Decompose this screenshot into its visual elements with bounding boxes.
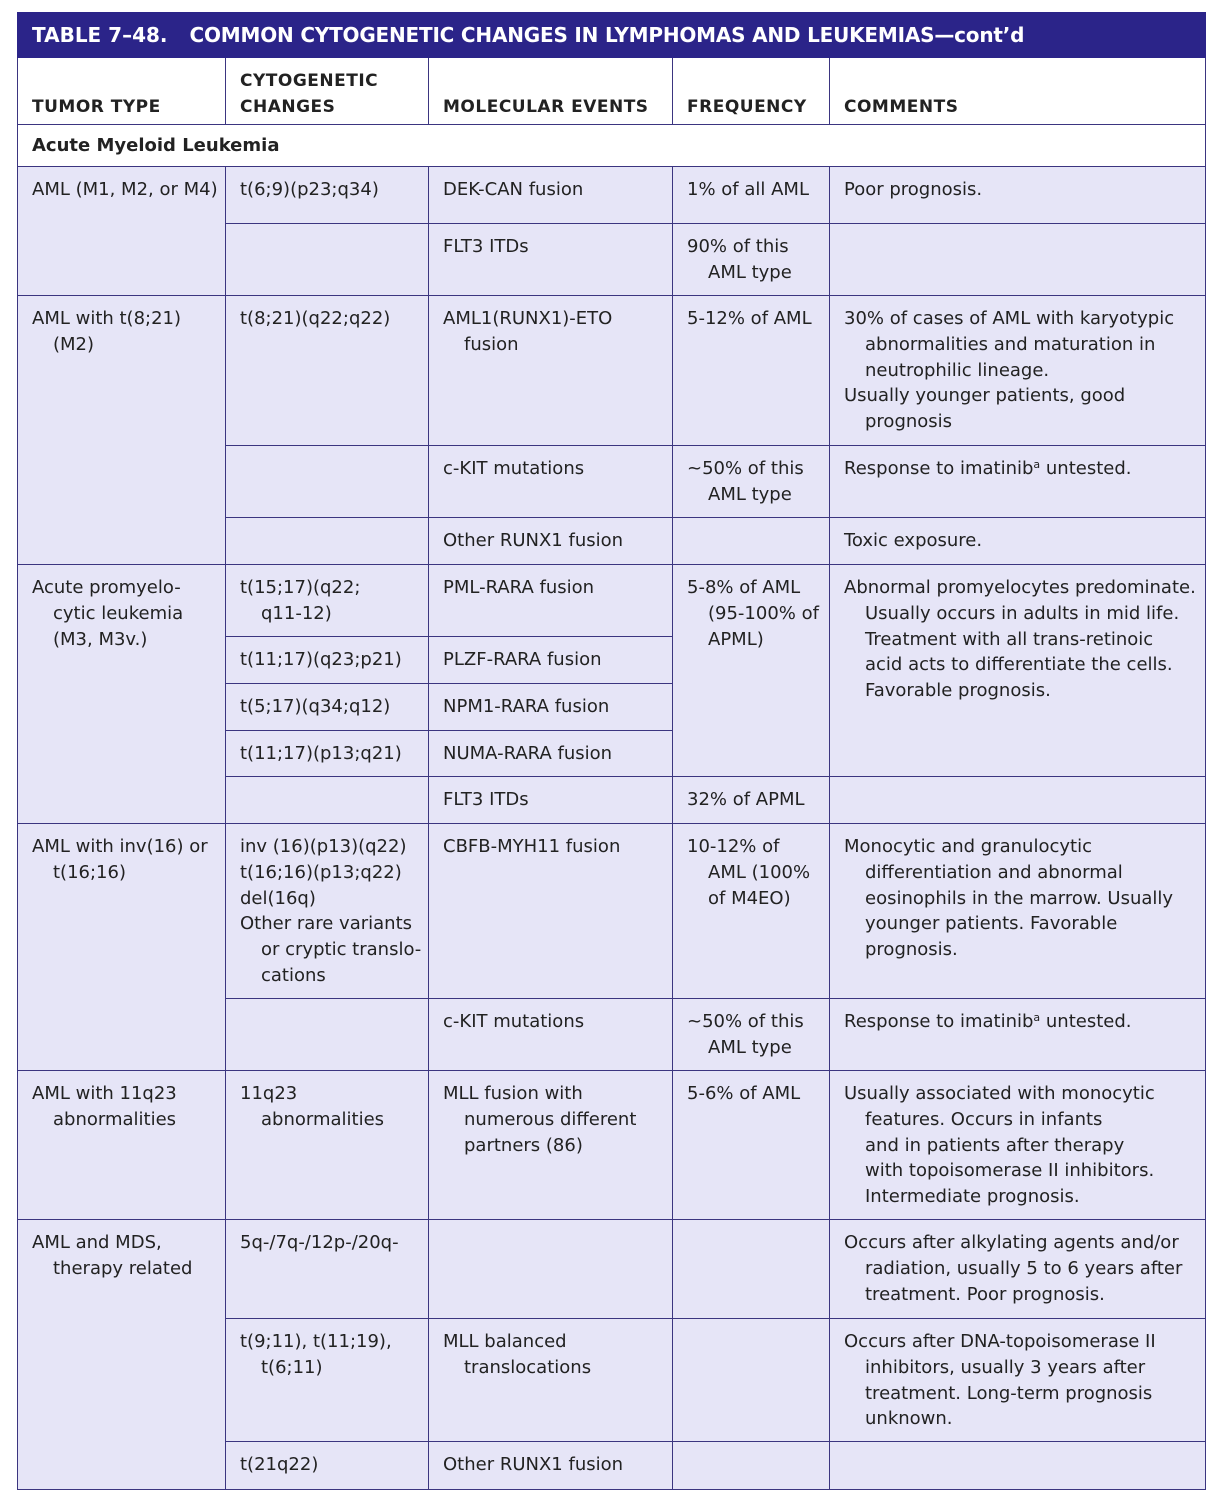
- cell-line: AML (M1, M2, or M4): [32, 179, 218, 200]
- cell-cytogenetic: [226, 1071, 429, 1220]
- cell-line: 5q-/7q-/12p-/20q-: [240, 1232, 399, 1253]
- cell-line: abnormalities: [261, 1108, 385, 1130]
- cell-line: ~50% of this: [687, 1011, 804, 1032]
- footnote-marker: a: [1033, 458, 1041, 471]
- cell-line: 1% of all AML: [687, 179, 809, 200]
- header-label: TUMOR TYPE: [32, 97, 161, 117]
- cell-line: q11-12): [261, 602, 332, 624]
- cell-line: Toxic exposure.: [844, 530, 983, 551]
- cell-line: differentiation and abnormal: [865, 861, 1123, 883]
- header-label: FREQUENCY: [687, 97, 807, 117]
- cell-comments: [830, 518, 1206, 565]
- cell-line: inhibitors, usually 3 years after: [865, 1356, 1146, 1378]
- cell-line: Usually associated with monocytic: [844, 1083, 1155, 1104]
- cell-line: AML with t(8;21): [32, 308, 182, 329]
- cell-cytogenetic: [226, 999, 429, 1071]
- cell-frequency: [673, 1220, 830, 1319]
- cell-line: Response to imatinib$^a$ untested.: [844, 458, 1132, 479]
- footnote-marker: a: [1033, 1011, 1041, 1024]
- cell-line: cations: [261, 964, 326, 986]
- cell-line: treatment. Long-term prognosis: [865, 1382, 1153, 1404]
- cell-cytogenetic: [226, 1220, 429, 1319]
- cell-line: unknown.: [865, 1408, 953, 1430]
- cell-line: CBFB-MYH11 fusion: [443, 836, 621, 857]
- cell-frequency: [673, 1442, 830, 1490]
- cell-comments: [830, 1442, 1206, 1490]
- cell-comments: [830, 1071, 1206, 1220]
- cell-line: inv (16)(p13)(q22): [240, 836, 407, 857]
- cell-line: NPM1-RARA fusion: [443, 696, 610, 717]
- cell-tumor-type: [17, 565, 226, 824]
- cell-cytogenetic: [226, 684, 429, 731]
- cell-line: Occurs after alkylating agents and/or: [844, 1232, 1179, 1253]
- cell-line: Usually occurs in adults in mid life.: [865, 602, 1180, 624]
- cell-molecular: [429, 777, 673, 824]
- cell-line: abnormalities and maturation in: [865, 333, 1156, 355]
- cell-line: Response to imatinib$^a$ untested.: [844, 1011, 1132, 1032]
- cell-line: (95-100% of: [708, 602, 819, 624]
- header-label: CHANGES: [240, 97, 336, 117]
- cell-line: Monocytic and granulocytic: [844, 836, 1092, 857]
- cell-line: AML with inv(16) or: [32, 836, 208, 857]
- cell-line: younger patients. Favorable: [865, 913, 1118, 935]
- cell-line: del(16q): [240, 887, 316, 909]
- cell-molecular: [429, 1071, 673, 1220]
- header-label: CYTOGENETIC: [240, 71, 379, 91]
- cell-cytogenetic: [226, 446, 429, 518]
- cell-line: t(9;11), t(11;19),: [240, 1331, 392, 1352]
- cytogenetics-table: [17, 58, 1206, 1490]
- cell-line: 90% of this: [687, 236, 789, 257]
- cell-comments: [830, 777, 1206, 824]
- cell-line: neutrophilic lineage.: [865, 359, 1050, 381]
- cell-line: translocations: [464, 1356, 592, 1378]
- cell-cytogenetic: [226, 224, 429, 296]
- cell-line: abnormalities: [53, 1108, 177, 1130]
- cell-comments: [830, 999, 1206, 1071]
- cell-cytogenetic: [226, 637, 429, 684]
- cell-line: t(16;16): [53, 861, 126, 883]
- cell-line: 32% of APML: [687, 789, 805, 810]
- cell-line: t(21q22): [240, 1454, 319, 1475]
- cell-line: c-KIT mutations: [443, 1011, 585, 1032]
- cell-line: fusion: [464, 333, 519, 355]
- cell-line: prognosis.: [865, 939, 958, 961]
- cell-line: AML type: [708, 483, 792, 505]
- cell-line: 11q23: [240, 1083, 298, 1104]
- cell-molecular: [429, 684, 673, 731]
- cell-line: AML1(RUNX1)-ETO: [443, 308, 613, 329]
- cell-line: t(15;17)(q22;: [240, 577, 361, 598]
- cell-molecular: [429, 1442, 673, 1490]
- cell-comments: [830, 565, 1206, 777]
- cell-line: with topoisomerase II inhibitors.: [865, 1160, 1155, 1182]
- cell-frequency: [673, 1319, 830, 1442]
- cell-molecular: [429, 1220, 673, 1319]
- cell-frequency: [673, 999, 830, 1071]
- cell-line: 5-12% of AML: [687, 308, 812, 329]
- cell-cytogenetic: [226, 565, 429, 637]
- cell-line: NUMA-RARA fusion: [443, 743, 613, 764]
- cell-frequency: [673, 565, 830, 777]
- cell-line: 5-6% of AML: [687, 1083, 801, 1104]
- cell-line: PML-RARA fusion: [443, 577, 595, 598]
- cell-tumor-type: [17, 296, 226, 565]
- cell-molecular: [429, 1319, 673, 1442]
- cell-comments: [830, 1319, 1206, 1442]
- cell-comments: [830, 296, 1206, 446]
- header-molecular-events: [429, 58, 673, 125]
- cell-line: or cryptic translo-: [261, 939, 422, 961]
- cell-line: cytic leukemia: [53, 602, 184, 624]
- cell-line: t(6;11): [261, 1356, 323, 1378]
- cell-cytogenetic: [226, 518, 429, 565]
- cell-comments: [830, 824, 1206, 999]
- cell-cytogenetic: [226, 824, 429, 999]
- cell-line: (M3, M3v.): [53, 628, 148, 650]
- cell-molecular: [429, 518, 673, 565]
- cell-molecular: [429, 296, 673, 446]
- cell-cytogenetic: [226, 167, 429, 224]
- header-comments: [830, 58, 1206, 125]
- cell-frequency: [673, 446, 830, 518]
- cell-line: 10-12% of: [687, 836, 780, 857]
- cell-line: t(5;17)(q34;q12): [240, 696, 391, 717]
- cell-line: Occurs after DNA-topoisomerase II: [844, 1331, 1156, 1352]
- cell-line: AML type: [708, 1036, 792, 1058]
- cell-line: therapy related: [53, 1257, 193, 1279]
- cell-line: APML): [708, 628, 764, 650]
- cell-line: Poor prognosis.: [844, 179, 983, 200]
- cell-line: MLL fusion with: [443, 1083, 583, 1104]
- cell-line: ~50% of this: [687, 458, 804, 479]
- cell-comments: [830, 224, 1206, 296]
- cell-line: Abnormal promyelocytes predominate.: [844, 577, 1196, 598]
- cell-line: features. Occurs in infants: [865, 1108, 1103, 1130]
- cell-line: eosinophils in the marrow. Usually: [865, 887, 1174, 909]
- cell-frequency: [673, 224, 830, 296]
- cell-frequency: [673, 824, 830, 999]
- cell-cytogenetic: [226, 296, 429, 446]
- cell-tumor-type: [17, 167, 226, 296]
- cell-line: prognosis: [865, 411, 953, 433]
- header-frequency: [673, 58, 830, 125]
- cell-line: partners (86): [464, 1134, 583, 1156]
- cell-line: 5-8% of AML: [687, 577, 801, 598]
- cell-molecular: [429, 446, 673, 518]
- header-cytogenetic-changes: [226, 58, 429, 125]
- cell-line: c-KIT mutations: [443, 458, 585, 479]
- table-title: [17, 12, 1206, 58]
- header-label: COMMENTS: [844, 97, 959, 117]
- cell-line: t(11;17)(p13;q21): [240, 743, 402, 764]
- cell-cytogenetic: [226, 777, 429, 824]
- cell-line: Other rare variants: [240, 913, 413, 935]
- cell-molecular: [429, 824, 673, 999]
- cell-line: Intermediate prognosis.: [865, 1186, 1080, 1208]
- cell-line: AML with 11q23: [32, 1083, 177, 1104]
- cell-line: AML type: [708, 261, 792, 283]
- cell-line: Favorable prognosis.: [865, 680, 1051, 702]
- cell-line: t(8;21)(q22;q22): [240, 308, 391, 329]
- cell-line: 30% of cases of AML with karyotypic: [844, 308, 1175, 329]
- cell-line: acid acts to differentiate the cells.: [865, 654, 1173, 676]
- cell-comments: [830, 446, 1206, 518]
- cell-line: Usually younger patients, good: [844, 385, 1126, 407]
- cell-line: and in patients after therapy: [865, 1134, 1125, 1156]
- cell-molecular: [429, 731, 673, 777]
- cell-molecular: [429, 637, 673, 684]
- cell-molecular: [429, 999, 673, 1071]
- cell-line: t(6;9)(p23;q34): [240, 179, 379, 200]
- header-label: MOLECULAR EVENTS: [443, 97, 649, 117]
- cell-frequency: [673, 167, 830, 224]
- header-tumor-type: [17, 58, 226, 125]
- cell-line: Treatment with all trans-retinoic: [865, 628, 1154, 650]
- cell-comments: [830, 1220, 1206, 1319]
- cell-line: DEK-CAN fusion: [443, 179, 584, 200]
- section-heading: Acute Myeloid Leukemia: [17, 125, 1206, 167]
- cell-frequency: [673, 1071, 830, 1220]
- cell-line: t(16;16)(p13;q22): [240, 861, 402, 883]
- cell-cytogenetic: [226, 731, 429, 777]
- cell-line: numerous different: [464, 1108, 637, 1130]
- cell-line: Other RUNX1 fusion: [443, 530, 624, 551]
- cell-tumor-type: [17, 1220, 226, 1490]
- cell-molecular: [429, 167, 673, 224]
- cell-line: FLT3 ITDs: [443, 789, 529, 810]
- table-title-text: COMMON CYTOGENETIC CHANGES IN LYMPHOMAS AND LEUKEMIAS—cont’d: [189, 23, 1025, 47]
- cell-line: t(11;17)(q23;p21): [240, 649, 402, 670]
- cell-line: PLZF-RARA fusion: [443, 649, 602, 670]
- cell-line: Acute promyelo-: [32, 577, 181, 598]
- cell-line: Other RUNX1 fusion: [443, 1454, 624, 1475]
- cell-line: AML and MDS,: [32, 1232, 162, 1253]
- cell-cytogenetic: [226, 1319, 429, 1442]
- cell-line: of M4EO): [708, 887, 791, 909]
- cell-cytogenetic: [226, 1442, 429, 1490]
- cell-line: treatment. Poor prognosis.: [865, 1283, 1105, 1305]
- cell-line: MLL balanced: [443, 1331, 567, 1352]
- cell-tumor-type: [17, 1071, 226, 1220]
- cell-line: AML (100%: [708, 861, 811, 883]
- cell-comments: [830, 167, 1206, 224]
- cell-frequency: [673, 777, 830, 824]
- cell-line: radiation, usually 5 to 6 years after: [865, 1257, 1183, 1279]
- cell-molecular: [429, 565, 673, 637]
- table-number: TABLE 7–48.: [32, 23, 168, 47]
- cell-tumor-type: [17, 824, 226, 1071]
- cell-frequency: [673, 296, 830, 446]
- cell-line: (M2): [53, 333, 95, 355]
- cell-line: FLT3 ITDs: [443, 236, 529, 257]
- cell-molecular: [429, 224, 673, 296]
- cell-frequency: [673, 518, 830, 565]
